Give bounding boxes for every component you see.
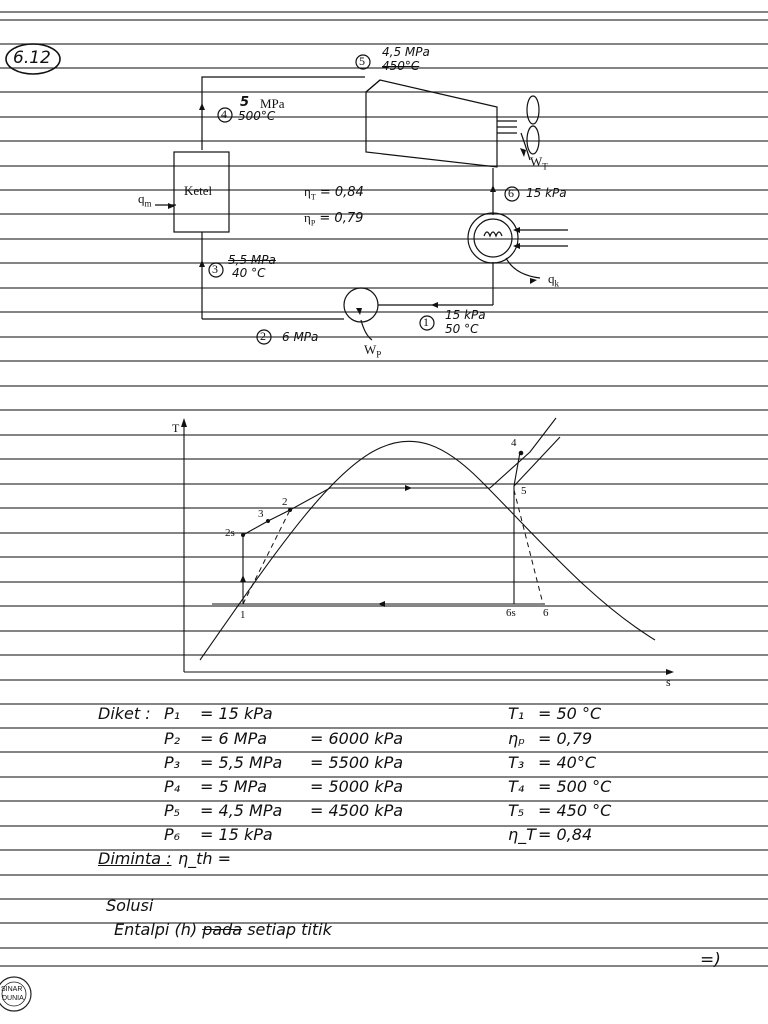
ts-x-axis-label: s [666,675,671,689]
given-p-value: = 5 MPa [200,777,268,796]
ts-label-2s: 2s [225,527,235,539]
state3-pressure: 5,5 MPa [228,253,276,267]
state5-marker: 5 [359,54,365,68]
state6-marker: 6 [508,186,514,200]
ts-label-6s: 6s [506,607,516,619]
given-other-label: T₅ [508,801,525,820]
given-other-label: T₄ [508,777,525,796]
ts-label-5: 5 [521,485,527,497]
asked-label: Diminta : [98,849,172,868]
given-p-conversion: = 4500 kPa [310,801,404,820]
state6-pressure: 15 kPa [526,186,567,200]
eta-t-value: = 0,84 [319,185,364,200]
state4-temp: 500°C [238,109,276,123]
given-other-label: η_T [508,825,536,844]
given-p-value: = 6 MPa [200,729,268,748]
given-other-value: = 0,79 [538,729,593,748]
problem-number: 6.12 [13,48,51,68]
solution-text-after: setiap titik [247,920,332,939]
state1-pressure: 15 kPa [445,308,486,322]
ts-label-2: 2 [282,496,288,508]
given-other-value: = 50 °C [538,704,602,723]
state2-marker: 2 [260,329,266,343]
given-p-conversion: = 6000 kPa [310,729,404,748]
pump-work-sub: P [376,349,382,360]
ts-y-axis-label: T [172,421,180,435]
given-other-value: = 0,84 [538,825,593,844]
stamp-line2: DUNIA [2,995,24,1002]
ts-label-4: 4 [511,437,517,449]
ts-label-6: 6 [543,607,549,619]
given-p-value: = 15 kPa [200,704,273,723]
state4-pressure-digit: 5 [240,95,250,110]
given-other-label: ηₚ [508,729,525,748]
heat-out-symbol: q [548,271,555,286]
solution-heading: Solusi [106,896,154,915]
solution-text-struck: pada [202,920,243,939]
given-other-label: T₁ [508,704,525,723]
given-p-label: P₃ [164,753,181,772]
state1-temp: 50 °C [445,322,479,336]
given-other-value: = 450 °C [538,801,612,820]
state3-marker: 3 [212,262,218,276]
eta-t-symbol: η [304,184,311,199]
state4-pressure-unit: MPa [260,96,285,111]
turbine-work-sub: T [542,161,548,172]
given-p-label: P₆ [164,825,181,844]
eta-t-sub: T [310,192,316,202]
given-p-value: = 4,5 MPa [200,801,283,820]
stamp-line1: SINAR [1,986,23,993]
state3-temp: 40 °C [232,266,266,280]
given-p-label: P₁ [164,704,181,723]
boiler-label: Ketel [184,183,213,198]
eta-p-sub: P [310,218,316,228]
heat-in-sub: m [144,198,152,209]
given-p-conversion: = 5500 kPa [310,753,404,772]
given-p-label: P₄ [164,777,181,796]
given-p-label: P₂ [164,729,181,748]
ts-label-1: 1 [240,609,246,621]
state2-pressure: 6 MPa [282,330,319,344]
state5-pressure: 4,5 MPa [382,45,430,59]
heat-out-sub: k [554,278,559,289]
state5-temp: 450°C [382,59,420,73]
state4-marker: 4 [221,107,227,121]
eta-p-symbol: η [304,210,311,225]
asked-value: η_th = [178,849,232,868]
given-p-value: = 5,5 MPa [200,753,283,772]
given-other-value: = 40°C [538,753,597,772]
solution-text-before: Entalpi [114,920,170,939]
given-other-value: = 500 °C [538,777,612,796]
eta-p-value: = 0,79 [319,211,364,226]
state1-marker: 1 [423,315,429,329]
given-other-label: T₃ [508,753,525,772]
ts-label-3: 3 [258,508,264,520]
continue-mark: =) [700,950,721,970]
heat-in-symbol: q [138,191,145,206]
given-p-conversion: = 5000 kPa [310,777,404,796]
given-p-label: P₅ [164,801,181,820]
given-heading: Diket : [98,704,151,723]
given-p-value: = 15 kPa [200,825,273,844]
pump-work-symbol: W [364,342,377,357]
solution-text-h: (h) [174,920,198,939]
turbine-work-symbol: W [530,154,543,169]
